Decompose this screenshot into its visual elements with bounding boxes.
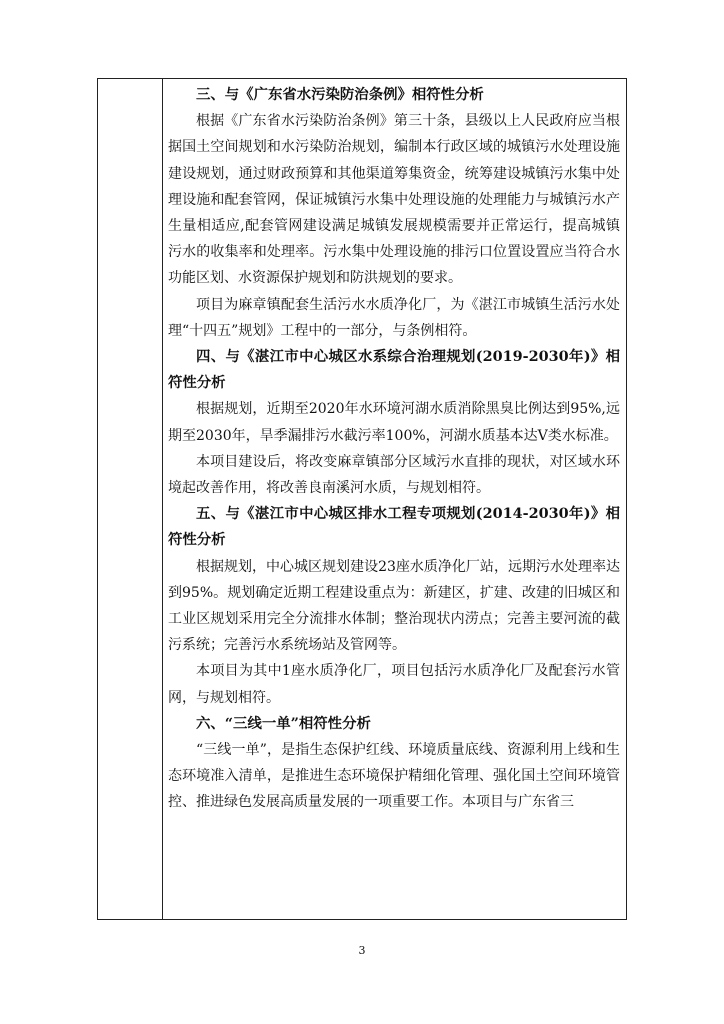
section-heading-3: 三、与《广东省水污染防治条例》相符性分析 — [196, 86, 484, 103]
section-heading-5: 五、与《湛江市中心城区排水工程专项规划(2014-2030年)》相符性分析 — [168, 505, 620, 549]
section-heading-4: 四、与《湛江市中心城区水系综合治理规划(2019-2030年)》相符性分析 — [168, 348, 620, 392]
paragraph: 项目为麻章镇配套生活污水水质净化厂，为《湛江市城镇生活污水处理“十四五”规划》工程中的一部分，与条例相符。 — [168, 296, 620, 339]
paragraph: “三线一单”，是指生态保护红线、环境质量底线、资源利用上线和生态环境准入清单，是推进生态环境保护精细化管理、强化国土空间环境管控、推进绿色发展高质量发展的一项重要工作。本项目与广东省三 — [168, 742, 620, 811]
paragraph: 根据规划，中心城区规划建设23座水质净化厂站，远期污水处理率达到95%。规划确定近期工程建设重点为：新建区，扩建、改建的旧城区和工业区规划采用完全分流排水体制；整治现状内涝点；完善主要河流的截污系统；完善污水系统场站及管网等。 — [168, 558, 620, 654]
page-number: 3 — [358, 944, 366, 957]
table-content-cell — [168, 82, 620, 816]
paragraph: 根据《广东省水污染防治条例》第三十条，县级以上人民政府应当根据国土空间规划和水污染防治规划，编制本行政区域的城镇污水处理设施建设规划，通过财政预算和其他渠道筹集资金，统筹建设城镇污水集中处理设施和配套管网，保证城镇污水集中处理设施的处理能力与城镇污水产生量相适应,配套管网建设满足城镇发展规模需要并正常运行，提高城镇污水的收集率和处理率。污水集中处理设施的排污口位置设置应当符合水功能区划、水资源保护规划和防洪规划的要求。 — [168, 113, 620, 287]
paragraph: 本项目为其中1座水质净化厂，项目包括污水质净化厂及配套污水管网，与规划相符。 — [168, 663, 620, 706]
table-column-divider — [162, 78, 163, 920]
paragraph: 根据规划，近期至2020年水环境河湖水质消除黑臭比例达到95%,远期至2030年，旱季漏排污水截污率100%，河湖水质基本达Ⅴ类水标准。 — [168, 401, 620, 444]
paragraph: 本项目建设后，将改变麻章镇部分区域污水直排的现状，对区域水环境起改善作用，将改善良南溪河水质，与规划相符。 — [168, 453, 620, 497]
section-heading-6: 六、“三线一单”相符性分析 — [196, 714, 371, 732]
